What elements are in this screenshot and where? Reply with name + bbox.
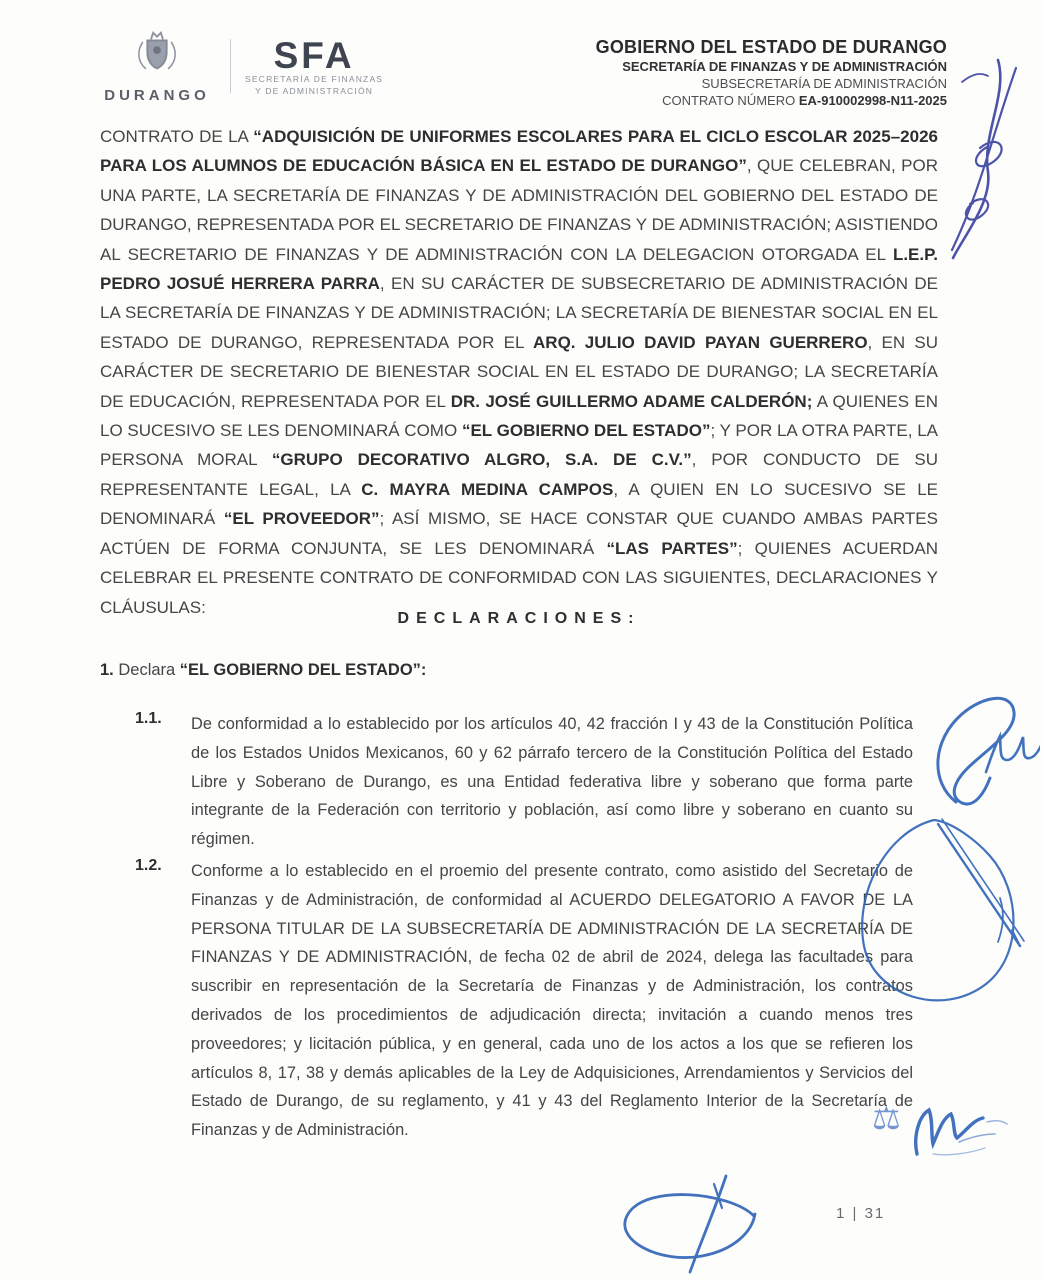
contract-number-line [596, 93, 947, 110]
gobierno-del-estado-term: “EL GOBIERNO DEL ESTADO” [461, 421, 711, 441]
intro-segment: ; ASÍ MISMO, SE HACE CONSTAR QUE CUANDO AMBAS PARTES ACTÚEN DE FORMA CONJUNTA, SE LES DENOMINARÁ [100, 509, 938, 558]
intro-segment: , A QUIEN EN LO SUCESIVO SE LE DENOMINARÁ [100, 479, 938, 529]
durango-logo [98, 28, 216, 104]
item1-prefix: Declara [113, 661, 180, 679]
provider-company-name: “GRUPO DECORATIVO ALGRO, S.A. DE C.V.” [271, 450, 692, 470]
subsecretary-name: L.E.P. PEDRO JOSUÉ HERRERA PARRA [100, 244, 938, 294]
sfa-logo [245, 35, 383, 97]
scales-icon: ⚖ [872, 1100, 901, 1136]
intro-segment: , POR CONDUCTO DE SU REPRESENTANTE LEGAL, LA [100, 450, 939, 499]
contract-object-bold: “ADQUISICIÓN DE UNIFORMES ESCOLARES PARA EL CICLO ESCOLAR 2025–2026 PARA LOS ALUMNOS DE EDUCACIÓN BÁSICA EN EL ESTADO DE DURANGO” [100, 127, 938, 176]
durango-crest-icon [128, 28, 186, 85]
declaration-item-1 [100, 661, 938, 680]
bienestar-secretary-name: ARQ. JULIO DAVID PAYAN GUERRERO [533, 332, 868, 352]
clause-1-2 [135, 857, 913, 1145]
intro-segment: ; QUIENES ACUERDAN CELEBRAR EL PRESENTE CONTRATO DE CONFORMIDAD CON LAS SIGUIENTES, DECLARACIONES Y CLÁUSULAS: [100, 538, 938, 617]
intro-paragraph [100, 122, 938, 622]
contract-number: EA-910002998-N11-2025 [798, 93, 947, 109]
item1-party: “EL GOBIERNO DEL ESTADO”: [179, 661, 427, 679]
legal-representative-name: C. MAYRA MEDINA CAMPOS [361, 479, 614, 499]
intro-segment: ; Y POR LA OTRA PARTE, LA PERSONA MORAL [100, 421, 938, 470]
header-office-block [596, 28, 947, 110]
durango-wordmark: DURANGO [104, 87, 210, 104]
las-partes-term: “LAS PARTES” [606, 538, 738, 558]
signature-ink-clause-1-1 [922, 682, 1040, 822]
government-title: GOBIERNO DEL ESTADO DE DURANGO [595, 37, 947, 57]
intro-segment: A QUIENES EN LO SUCESIVO SE LES DENOMINARÁ COMO [100, 391, 938, 441]
proveedor-term: “EL PROVEEDOR” [223, 509, 380, 529]
intro-segment: CONTRATO DE LA [100, 127, 254, 146]
sfa-caption-line1: SECRETARÍA DE FINANZAS [245, 74, 384, 85]
signature-ink-bottom [602, 1172, 782, 1276]
intro-segment: , QUE CELEBRAN, POR UNA PARTE, LA SECRETARÍA DE FINANZAS Y DE ADMINISTRACIÓN DEL GOBIERNO DEL ESTADO DE DURANGO, REPRESENTADA POR EL SECRETARIO DE FINANZAS Y DE ADMINISTRACIÓN; ASISTIENDO AL SECRETARIO DE FINANZAS Y DE ADMINISTRACIÓN CON LA DELEGACION OTORGADA EL [100, 156, 939, 264]
sfa-abbr: SFA [273, 35, 355, 77]
intro-segment: , EN SU CARÁCTER DE SUBSECRETARIO DE ADMINISTRACIÓN DE LA SECRETARÍA DE FINANZAS Y DE ADMINISTRACIÓN; LA SECRETARÍA DE BIENESTAR SOCIAL EN EL ESTADO DE DURANGO, REPRESENTADA POR EL [100, 274, 938, 352]
clause-1-1 [135, 710, 913, 854]
header-divider [230, 39, 231, 93]
clause-text: Conforme a lo establecido en el proemio del presente contrato, como asistido del Secretario de Finanzas y de Administración, de conformidad al ACUERDO DELEGATORIO A FAVOR DE LA PERSONA TITULAR DE LA SUBSECRETARÍA DE ADMINISTRACIÓN DE LA SECRETARÍA DE FINANZAS Y DE ADMINISTRACIÓN, de fecha 02 de abril de 2024, delega las facultades para suscribir en representación de la Secretaría de Finanzas y de Administración, los contratos derivados de los procedimientos de adjudicación directa; invitación a cuando menos tres proveedores; y licitación pública, y en general, cada uno de los actos a los que se refieren los artículos 8, 17, 38 y demás aplicables de la Ley de Adquisiciones, Arrendamientos y Servicios del Estado de Durango, de su reglamento, y 41 y 43 del Reglamento Interior de la Secretaría de Finanzas y de Administración. [191, 862, 913, 1140]
sfa-caption-line2: Y DE ADMINISTRACIÓN [255, 85, 374, 96]
header-logos [98, 28, 383, 104]
education-secretary-name: DR. JOSÉ GUILLERMO ADAME CALDERÓN; [450, 391, 813, 411]
declarations-heading: DECLARACIONES: [397, 610, 641, 627]
clause-number: 1.2. [135, 857, 162, 874]
clause-number: 1.1. [135, 710, 162, 727]
subsecretariat-title: SUBSECRETARÍA DE ADMINISTRACIÓN [701, 76, 947, 92]
clause-text: De conformidad a lo establecido por los artículos 40, 42 fracción I y 43 de la Constitución Política de los Estados Unidos Mexicanos, 60 y 62 párrafo tercero de la Constitución Política del Estado Libre y Soberano de Durango, es una Entidad federativa libre y soberano que forma parte integrante de la Federación con territorio y población, así como libre y soberano en cuanto su régimen. [191, 715, 913, 849]
intro-segment: , EN SU CARÁCTER DE SECRETARIO DE BIENESTAR SOCIAL EN EL ESTADO DE DURANGO; LA SECRETARÍA DE EDUCACIÓN, REPRESENTADA POR EL [100, 332, 938, 411]
page-number: 1 | 31 [836, 1205, 886, 1222]
contract-number-label: CONTRATO NÚMERO [662, 93, 799, 109]
secretariat-title: SECRETARÍA DE FINANZAS Y DE ADMINISTRACIÓN [622, 59, 947, 75]
initials-scribble [903, 1102, 1013, 1168]
item1-number: 1. [100, 661, 114, 679]
page-header [98, 28, 947, 110]
